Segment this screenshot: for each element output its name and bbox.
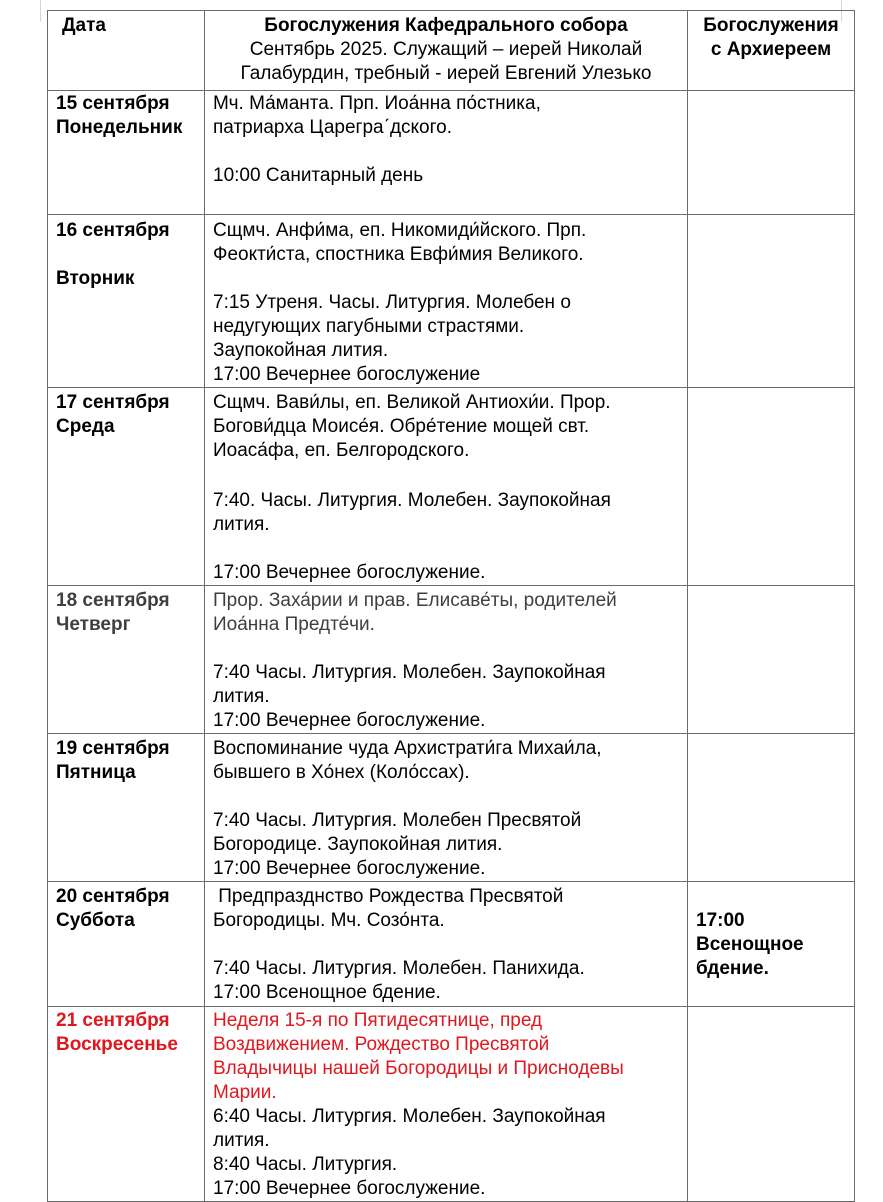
date-cell bbox=[48, 734, 205, 882]
service-line: 17:00 Вечернее богослужение. bbox=[213, 858, 486, 879]
date-cell bbox=[48, 215, 205, 388]
blank-line bbox=[213, 785, 683, 809]
table-row bbox=[48, 215, 855, 388]
date-label: 15 сентября bbox=[56, 93, 170, 114]
services-cell bbox=[205, 388, 688, 586]
weekday-label: Пятница bbox=[56, 762, 136, 783]
services-cell bbox=[205, 215, 688, 388]
service-line: Воздвижением. Рождество Пресвятой bbox=[213, 1034, 550, 1055]
weekday-label: Вторник bbox=[56, 268, 135, 289]
service-line: Богородице. Заупокойная лития. bbox=[213, 834, 503, 855]
weekday-label: Воскресенье bbox=[56, 1034, 178, 1055]
service-line: Воспоминание чуда Архистрати́га Михаи́ла, bbox=[213, 738, 602, 759]
bishop-cell bbox=[688, 91, 855, 215]
service-line: 17:00 Вечернее богослужение. bbox=[213, 562, 486, 583]
date-cell bbox=[48, 1007, 205, 1202]
bishop-cell bbox=[688, 215, 855, 388]
table-row bbox=[48, 734, 855, 882]
services-cell bbox=[205, 734, 688, 882]
service-line: Богови́дца Моисе́я. Обре́тение мощей свт. bbox=[213, 416, 590, 437]
bishop-service-line: Всенощное bbox=[696, 934, 804, 955]
service-line: Мч. Ма́манта. Прп. Иоа́нна по́стника, bbox=[213, 93, 541, 114]
service-line: лития. bbox=[213, 1130, 270, 1151]
service-line: Прор. Заха́рии и прав. Елисаве́ты, родителей bbox=[213, 590, 617, 611]
date-cell bbox=[48, 882, 205, 1007]
column-header-services bbox=[205, 11, 688, 91]
table-row bbox=[48, 1007, 855, 1202]
bishop-cell bbox=[688, 734, 855, 882]
date-label: 18 сентября bbox=[56, 590, 170, 611]
service-line: Владычицы нашей Богородицы и Приснодевы bbox=[213, 1058, 624, 1079]
weekday-label: Среда bbox=[56, 416, 115, 437]
service-line: 8:40 Часы. Литургия. bbox=[213, 1154, 398, 1175]
bishop-cell bbox=[688, 586, 855, 734]
service-line: 17:00 Вечернее богослужение bbox=[213, 364, 481, 385]
bishop-cell bbox=[688, 388, 855, 586]
service-line: 7:40. Часы. Литургия. Молебен. Заупокойная bbox=[213, 490, 611, 511]
service-line: 6:40 Часы. Литургия. Молебен. Заупокойная bbox=[213, 1106, 606, 1127]
weekday-label: Суббота bbox=[56, 910, 135, 931]
services-cell bbox=[205, 1007, 688, 1202]
service-line: 7:40 Часы. Литургия. Молебен. Заупокойная bbox=[213, 662, 606, 683]
date-cell bbox=[48, 388, 205, 586]
column-header-services-subtitle-2: Галабурдин, требный - иерей Евгений Улезько bbox=[240, 63, 652, 84]
service-line: патриарха Цареграˊдского. bbox=[213, 117, 452, 138]
service-line: Богородицы. Мч. Созо́нта. bbox=[213, 910, 445, 931]
service-line: 17:00 Всенощное бдение. bbox=[213, 982, 441, 1003]
service-line: недугующих пагубными страстями. bbox=[213, 316, 525, 337]
service-line: Иоаса́фа, еп. Белгородского. bbox=[213, 440, 470, 461]
schedule-table bbox=[47, 10, 855, 1202]
bishop-cell bbox=[688, 1007, 855, 1202]
date-cell bbox=[48, 91, 205, 215]
service-line: лития. bbox=[213, 686, 270, 707]
column-header-date-label: Дата bbox=[62, 15, 106, 36]
blank-line bbox=[213, 140, 683, 164]
column-header-bishop-line-1: Богослужения bbox=[703, 15, 839, 36]
service-line: 10:00 Санитарный день bbox=[213, 165, 424, 186]
service-line: 17:00 Вечернее богослужение. bbox=[213, 710, 486, 731]
column-header-date bbox=[48, 11, 205, 91]
blank-line bbox=[213, 267, 683, 291]
service-line: Сщмч. Вави́лы, еп. Великой Антиохи́и. Прор. bbox=[213, 392, 611, 413]
table-row bbox=[48, 882, 855, 1007]
service-line: бывшего в Хо́нех (Коло́ссах). bbox=[213, 762, 470, 783]
column-header-bishop bbox=[688, 11, 855, 91]
date-label: 20 сентября bbox=[56, 886, 170, 907]
column-header-services-subtitle-1: Сентябрь 2025. Служащий – иерей Николай bbox=[249, 39, 643, 60]
service-line: Иоа́нна Предте́чи. bbox=[213, 614, 375, 635]
date-label: 19 сентября bbox=[56, 738, 170, 759]
service-line: Предпразднство Рождества Пресвятой bbox=[213, 886, 564, 907]
blank-line bbox=[213, 637, 683, 661]
date-label: 16 сентября bbox=[56, 220, 170, 241]
service-line: 7:40 Часы. Литургия. Молебен Пресвятой bbox=[213, 810, 582, 831]
blank-line bbox=[213, 537, 683, 561]
service-line: лития. bbox=[213, 514, 270, 535]
service-line: Марии. bbox=[213, 1082, 277, 1103]
service-line: Заупокойная лития. bbox=[213, 340, 389, 361]
bishop-service-line: бдение. bbox=[696, 958, 769, 979]
table-header-row bbox=[48, 11, 855, 91]
service-line: 7:40 Часы. Литургия. Молебен. Панихида. bbox=[213, 958, 585, 979]
page-edge-left bbox=[40, 0, 41, 22]
service-line: Феокти́ста, спостника Евфи́мия Великого. bbox=[213, 244, 584, 265]
service-line: 7:15 Утреня. Часы. Литургия. Молебен о bbox=[213, 292, 571, 313]
blank-line bbox=[213, 463, 683, 487]
bishop-service-time: 17:00 bbox=[696, 910, 745, 931]
table-row bbox=[48, 586, 855, 734]
column-header-bishop-line-2: с Архиереем bbox=[710, 39, 832, 60]
blank-line bbox=[56, 243, 200, 267]
date-label: 21 сентября bbox=[56, 1010, 170, 1031]
services-cell bbox=[205, 586, 688, 734]
services-cell bbox=[205, 91, 688, 215]
services-cell bbox=[205, 882, 688, 1007]
weekday-label: Четверг bbox=[56, 614, 131, 635]
date-label: 17 сентября bbox=[56, 392, 170, 413]
table-row bbox=[48, 91, 855, 215]
column-header-services-title: Богослужения Кафедрального собора bbox=[264, 15, 628, 36]
service-line: Сщмч. Анфи́ма, еп. Никомиди́йского. Прп. bbox=[213, 220, 587, 241]
service-line: 17:00 Вечернее богослужение. bbox=[213, 1178, 486, 1199]
blank-line bbox=[213, 933, 683, 957]
weekday-label: Понедельник bbox=[56, 117, 183, 138]
bishop-cell bbox=[688, 882, 855, 1007]
date-cell bbox=[48, 586, 205, 734]
service-line: Неделя 15-я по Пятидесятнице, пред bbox=[213, 1010, 543, 1031]
table-row bbox=[48, 388, 855, 586]
